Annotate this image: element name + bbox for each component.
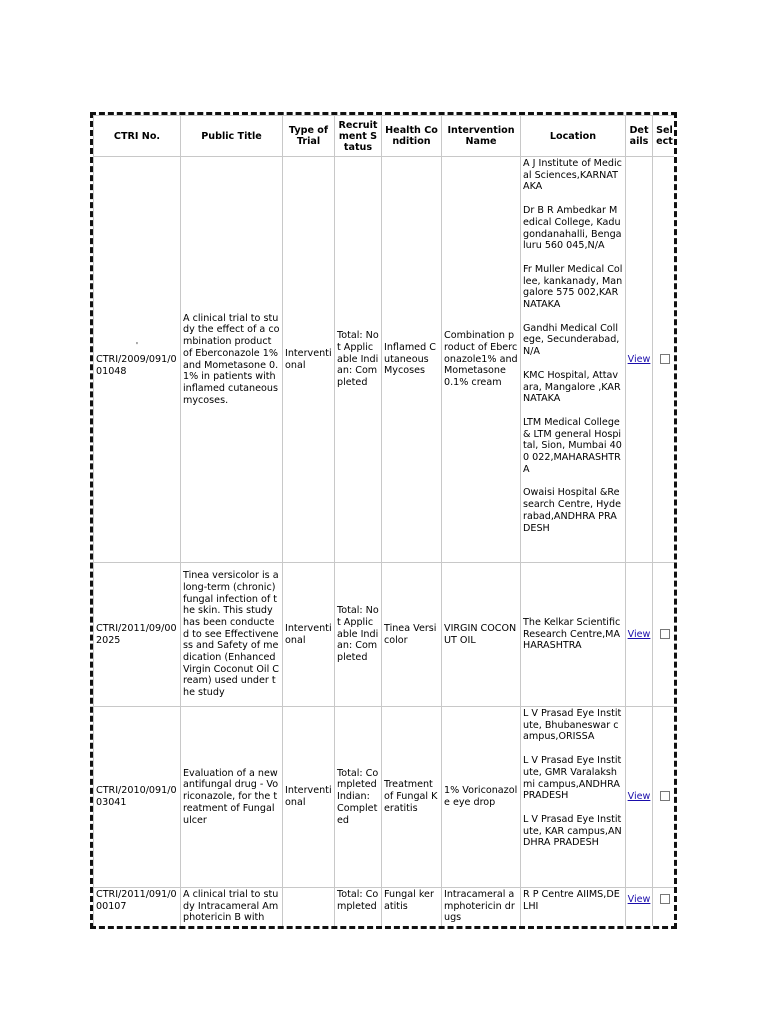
select-checkbox[interactable] xyxy=(660,791,670,801)
location-cell xyxy=(521,157,626,563)
health-condition: Tinea Versicolor xyxy=(382,563,442,707)
view-details-link[interactable]: View xyxy=(627,628,651,640)
header-public-title: Public Title xyxy=(181,116,283,157)
location-entry: R P Centre AIIMS,DELHI xyxy=(523,889,620,912)
header-type-of-trial: Type of Trial xyxy=(283,116,335,157)
location-entry: KMC Hospital, Attavara, Mangalore ,KARNATAKA xyxy=(523,369,621,405)
trial-type: Interventional xyxy=(283,563,335,707)
header-recruitment-status: Recruitment Status xyxy=(335,116,382,157)
view-details-link[interactable]: View xyxy=(627,894,651,905)
public-title: Evaluation of a new antifungal drug - Voriconazole, for the treatment of Fungal ulcer xyxy=(181,707,283,888)
recruitment-status: Total: Not Applicable Indian: Completed xyxy=(335,563,382,707)
details-cell xyxy=(626,563,653,707)
public-title: A clinical trial to study Intracameral Amphotericin B with xyxy=(181,888,283,930)
recruitment-status: Total: Completed Indian: Completed xyxy=(335,707,382,888)
select-cell xyxy=(653,563,677,707)
select-checkbox[interactable] xyxy=(660,354,670,364)
table-row xyxy=(94,563,677,707)
table-row xyxy=(94,157,677,563)
public-title: A clinical trial to study the effect of a combination product of Eberconazole 1% and Mometasone 0.1% in patients with inflamed cutaneous mycoses. xyxy=(181,157,283,563)
intervention-name: VIRGIN COCONUT OIL xyxy=(442,563,521,707)
ctri-number-cell xyxy=(94,157,181,563)
select-cell xyxy=(653,888,677,930)
results-table-frame xyxy=(90,112,677,929)
location-entry: Gandhi Medical College, Secunderabad,N/A xyxy=(523,322,620,358)
health-condition: Treatment of Fungal Keratitis xyxy=(382,707,442,888)
location-entry: L V Prasad Eye Institute, Bhubaneswar campus,ORISSA xyxy=(523,708,622,743)
intervention-name: 1% Voriconazole eye drop xyxy=(442,707,521,888)
location-entry: L V Prasad Eye Institute, GMR Varalakshmi campus,ANDHRA PRADESH xyxy=(523,755,622,802)
details-cell xyxy=(626,157,653,563)
location-entry: LTM Medical College & LTM general Hospital, Sion, Mumbai 400 022,MAHARASHTRA xyxy=(523,416,622,475)
header-health-condition: Health Condition xyxy=(382,116,442,157)
location-entry: Dr B R Ambedkar Medical College, Kadugondanahalli, Bengaluru 560 045,N/A xyxy=(523,205,622,252)
recruitment-status: Total: Not Applicable Indian: Completed xyxy=(335,157,382,563)
ctri-number: CTRI/2010/091/003041 xyxy=(94,707,181,888)
trial-type xyxy=(283,888,335,930)
intervention-name: Combination product of Eberconazole1% and Mometasone 0.1% cream xyxy=(442,157,521,563)
table-row xyxy=(94,888,677,930)
header-location: Location xyxy=(521,116,626,157)
select-checkbox[interactable] xyxy=(660,894,670,904)
header-ctri-no: CTRI No. xyxy=(94,116,181,157)
trial-type: Interventional xyxy=(283,157,335,563)
location-cell xyxy=(521,563,626,707)
header-select: Select xyxy=(653,116,677,157)
details-cell xyxy=(626,888,653,930)
location-cell xyxy=(521,888,626,930)
table-row xyxy=(94,707,677,888)
trials-table xyxy=(93,115,677,929)
intervention-name: Intracameral amphotericin drugs xyxy=(442,888,521,930)
health-condition: Inflamed Cutaneous Mycoses xyxy=(382,157,442,563)
trial-type: Interventional xyxy=(283,707,335,888)
health-condition: Fungal keratitis xyxy=(382,888,442,930)
ctri-number: CTRI/2011/091/000107 xyxy=(94,888,181,930)
ctri-number: CTRI/2009/091/001048 xyxy=(96,353,177,377)
header-row xyxy=(94,116,677,157)
select-cell xyxy=(653,157,677,563)
location-cell xyxy=(521,707,626,888)
location-entry: L V Prasad Eye Institute, KAR campus,ANDHRA PRADESH xyxy=(523,813,622,849)
details-cell xyxy=(626,707,653,888)
public-title: Tinea versicolor is a long-term (chronic) fungal infection of the skin. This study has been conducted to see Effectiveness and Safety of medication (Enhanced Virgin Coconut Oil Cream) used under the study xyxy=(181,563,283,707)
location-entry: The Kelkar Scientific Research Centre,MAHARASHTRA xyxy=(523,616,621,652)
location-entry: Owaisi Hospital &Research Centre, Hyderabad,ANDHRA PRADESH xyxy=(523,487,621,534)
view-details-link[interactable]: View xyxy=(627,353,651,365)
tick-mark: ' xyxy=(135,340,139,350)
ctri-number: CTRI/2011/09/002025 xyxy=(94,563,181,707)
recruitment-status: Total: Completed xyxy=(335,888,382,930)
select-cell xyxy=(653,707,677,888)
header-intervention-name: Intervention Name xyxy=(442,116,521,157)
location-entry: A J Institute of Medical Sciences,KARNATAKA xyxy=(523,158,622,193)
header-details: Details xyxy=(626,116,653,157)
view-details-link[interactable]: View xyxy=(627,791,651,803)
location-entry: Fr Muller Medical Collee, kankanady, Mangalore 575 002,KARNATAKA xyxy=(523,263,623,311)
select-checkbox[interactable] xyxy=(660,629,670,639)
